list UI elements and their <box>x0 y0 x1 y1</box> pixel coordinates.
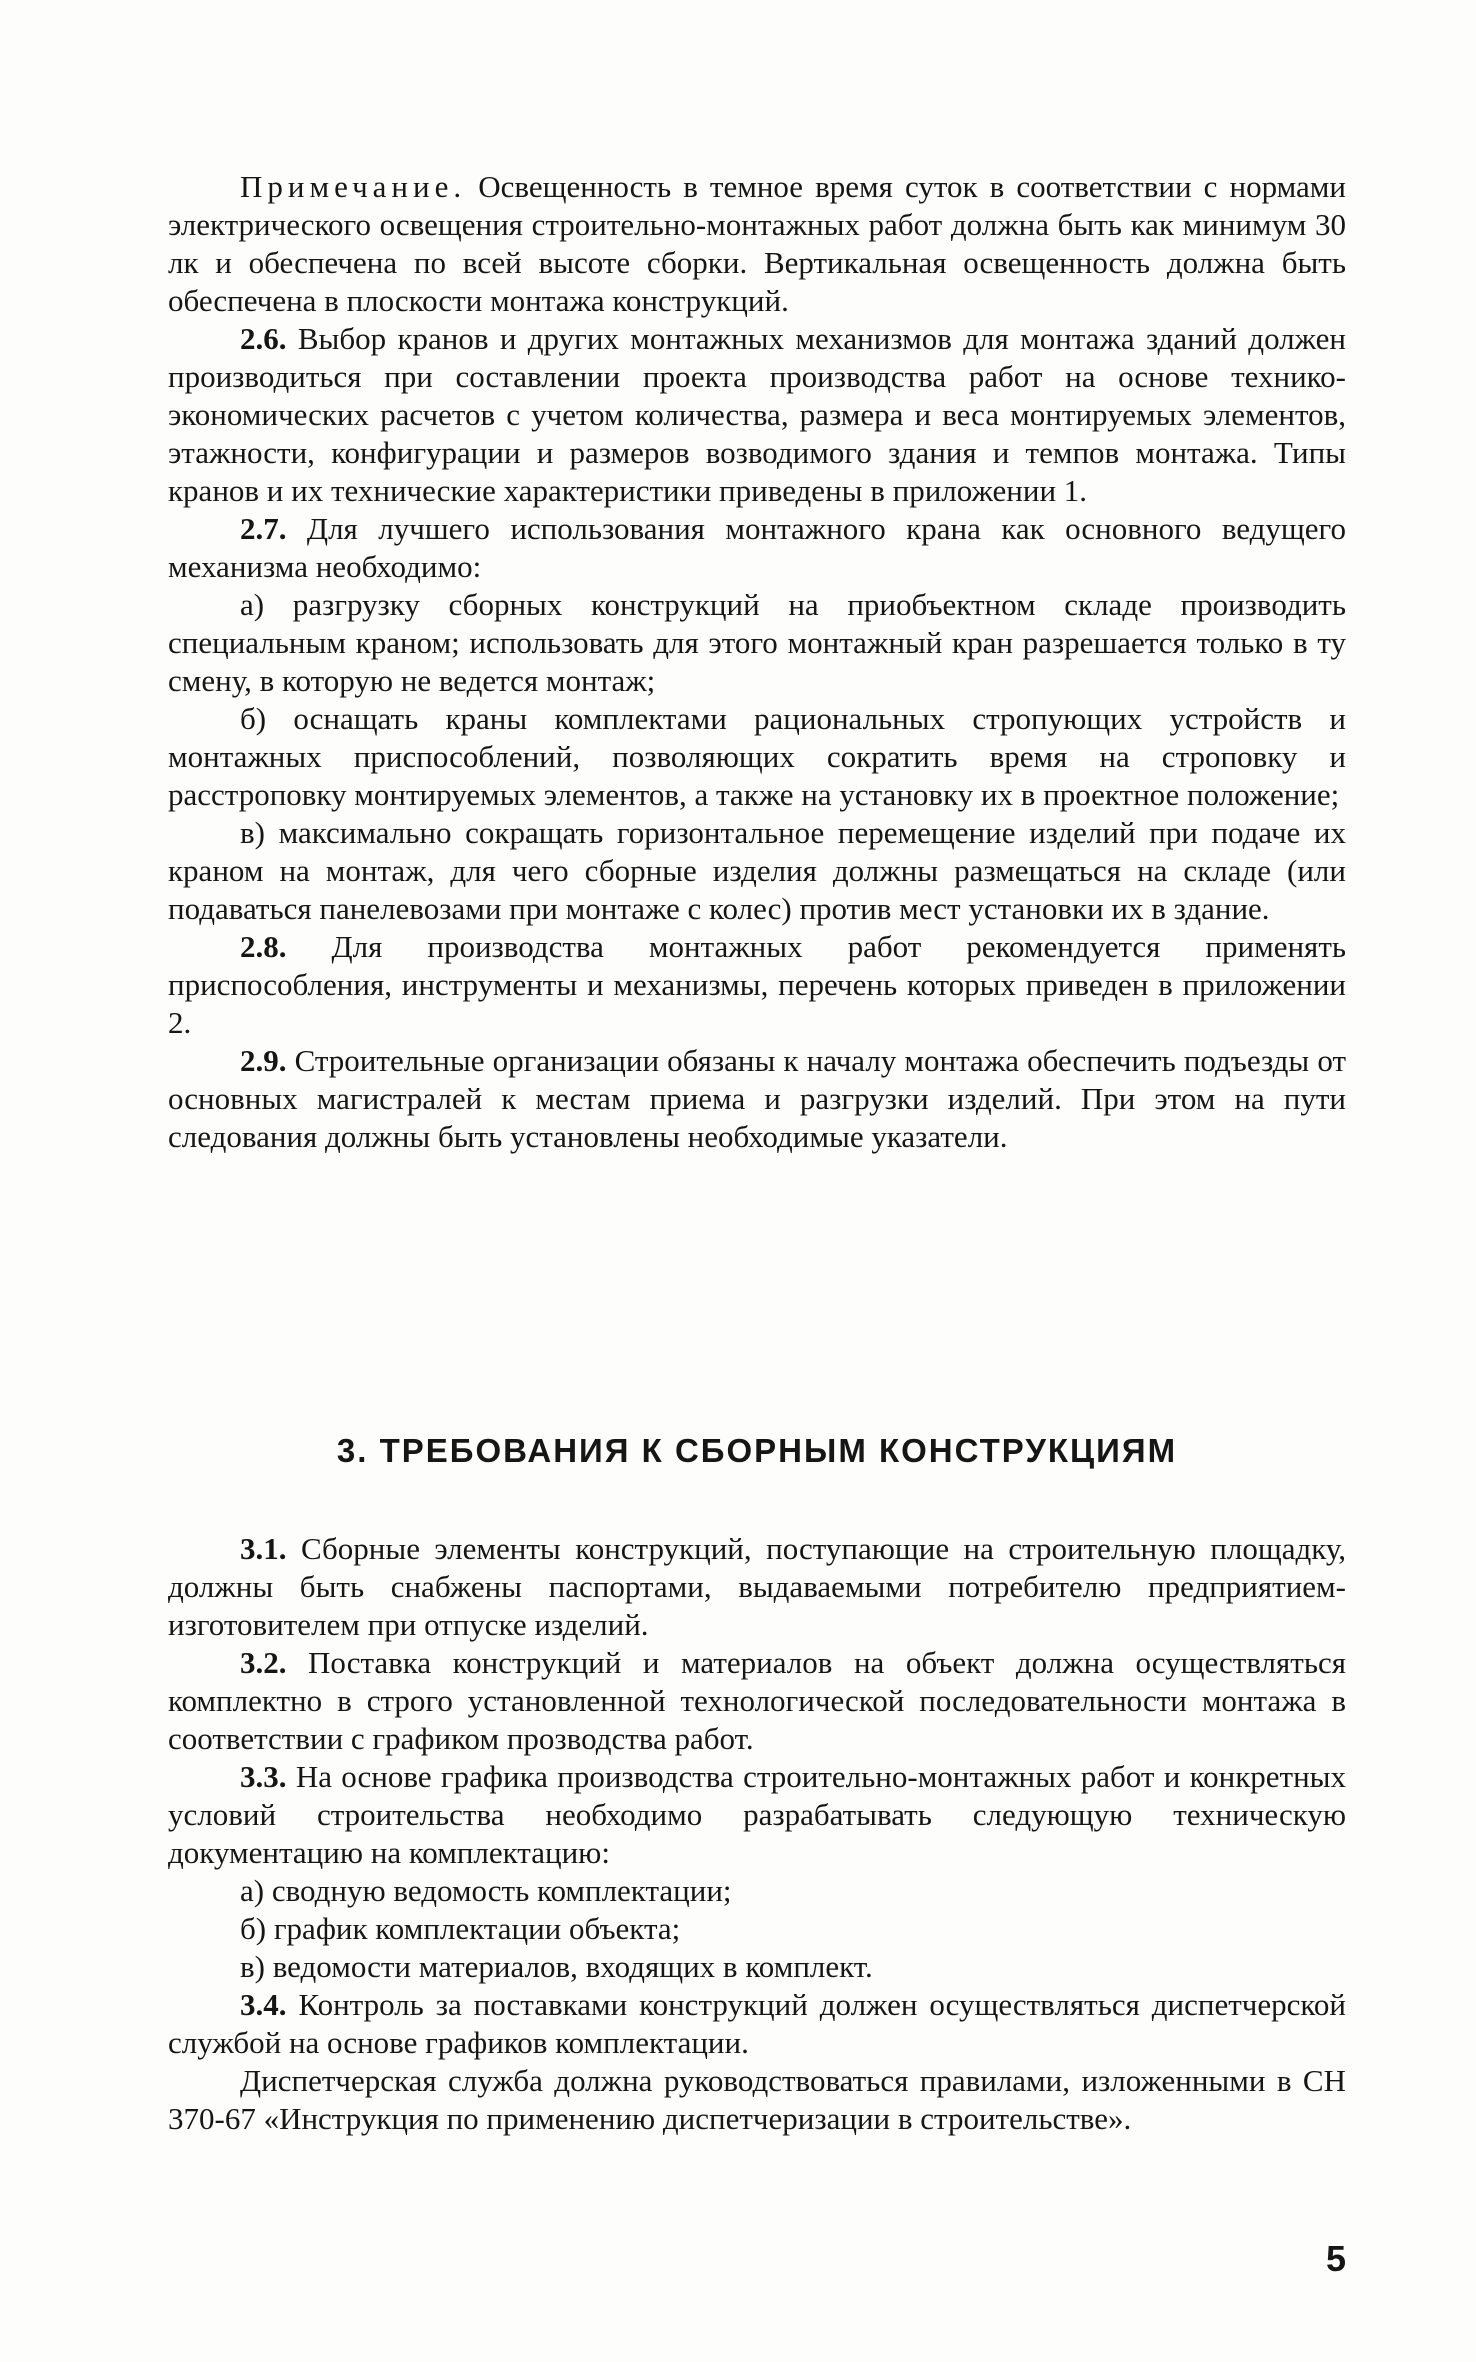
clause-3-4 <box>168 1986 1346 2062</box>
clause-2-9 <box>168 1042 1346 1156</box>
clause-text: На основе графика производства строительно-монтажных работ и конкретных условий строительства необходимо разрабатывать следующую техническую документацию на комплектацию: <box>168 1759 1346 1870</box>
note-text: Освещенность в темное время суток в соответствии с нормами электрического освещения строительно-монтажных работ должна быть как минимум 30 лк и обеспечена по всей высоте сборки. Вертикальная освещенность должна быть обеспечена в плоскости монтажа конструкций. <box>168 169 1346 318</box>
clause-number: 2.8. <box>240 929 287 964</box>
clause-text: Для производства монтажных работ рекомендуется применять приспособления, инструменты и механизмы, перечень которых приведен в приложении 2. <box>168 929 1346 1040</box>
clause-number: 3.4. <box>240 1987 287 2022</box>
clause-2-7 <box>168 510 1346 586</box>
note-label: Примечание. <box>240 169 467 204</box>
clause-text: Сборные элементы конструкций, поступающие на строительную площадку, должны быть снабжены паспортами, выдаваемыми потребителю предприятием-изготовителем при отпуске изделий. <box>168 1531 1346 1642</box>
clause-3-3 <box>168 1758 1346 1872</box>
clause-number: 3.2. <box>240 1645 287 1680</box>
clause-number: 2.7. <box>240 511 287 546</box>
page-number: 5 <box>1325 2238 1346 2279</box>
clause-2-6 <box>168 320 1346 510</box>
clause-3-1 <box>168 1530 1346 1644</box>
list-item: б) график комплектации объекта; <box>240 1911 681 1946</box>
clause-text: Контроль за поставками конструкций должен осуществляться диспетчерской службой на основе графиков комплектации. <box>168 1987 1346 2060</box>
clause-text: Для лучшего использования монтажного крана как основного ведущего механизма необходимо: <box>168 511 1346 584</box>
list-item: в) максимально сокращать горизонтальное перемещение изделий при подаче их краном на монтаж, для чего сборные изделия должны размещаться на складе (или подаваться панелевозами при монтаже с колес) против мест установки их в здание. <box>168 815 1346 926</box>
clause-text: Строительные организации обязаны к началу монтажа обеспечить подъезды от основных магистралей к местам приема и разгрузки изделий. При этом на пути следования должны быть установлены необходимые указатели. <box>168 1043 1346 1154</box>
list-item: а) сводную ведомость комплектации; <box>240 1873 732 1908</box>
clause-text: Выбор кранов и других монтажных механизмов для монтажа зданий должен производиться при составлении проекта производства работ на основе технико-экономических расчетов с учетом количества, размера и веса монтируемых элементов, этажности, конфигурации и размеров возводимого здания и темпов монтажа. Типы кранов и их технические характеристики приведены в приложении 1. <box>168 321 1346 508</box>
section-3-title: 3. ТРЕБОВАНИЯ К СБОРНЫМ КОНСТРУКЦИЯМ <box>336 1432 1178 1469</box>
clause-text: Поставка конструкций и материалов на объект должна осуществляться комплектно в строго установленной технологической последовательности монтажа в соответствии с графиком прозводства работ. <box>168 1645 1346 1756</box>
clause-3-2 <box>168 1644 1346 1758</box>
list-item: б) оснащать краны комплектами рациональных стропующих устройств и монтажных приспособлений, позволяющих сократить время на строповку и расстроповку монтируемых элементов, а также на установку их в проектное положение; <box>168 701 1346 812</box>
clause-2-8 <box>168 928 1346 1042</box>
clause-number: 2.6. <box>240 321 287 356</box>
clause-number: 2.9. <box>240 1043 287 1078</box>
closing-paragraph: Диспетчерская служба должна руководствоваться правилами, изложенными в СН 370-67 «Инструкция по применению диспетчеризации в строительстве». <box>168 2063 1346 2136</box>
note-paragraph <box>168 168 1346 320</box>
section-2-continuation <box>168 168 1346 1156</box>
list-item: в) ведомости материалов, входящих в комплект. <box>240 1949 873 1984</box>
clause-number: 3.1. <box>240 1531 287 1566</box>
clause-number: 3.3. <box>240 1759 287 1794</box>
list-item: а) разгрузку сборных конструкций на приобъектном складе производить специальным краном; использовать для этого монтажный кран разрешается только в ту смену, в которую не ведется монтаж; <box>168 587 1346 698</box>
section-3-body <box>168 1530 1346 2138</box>
